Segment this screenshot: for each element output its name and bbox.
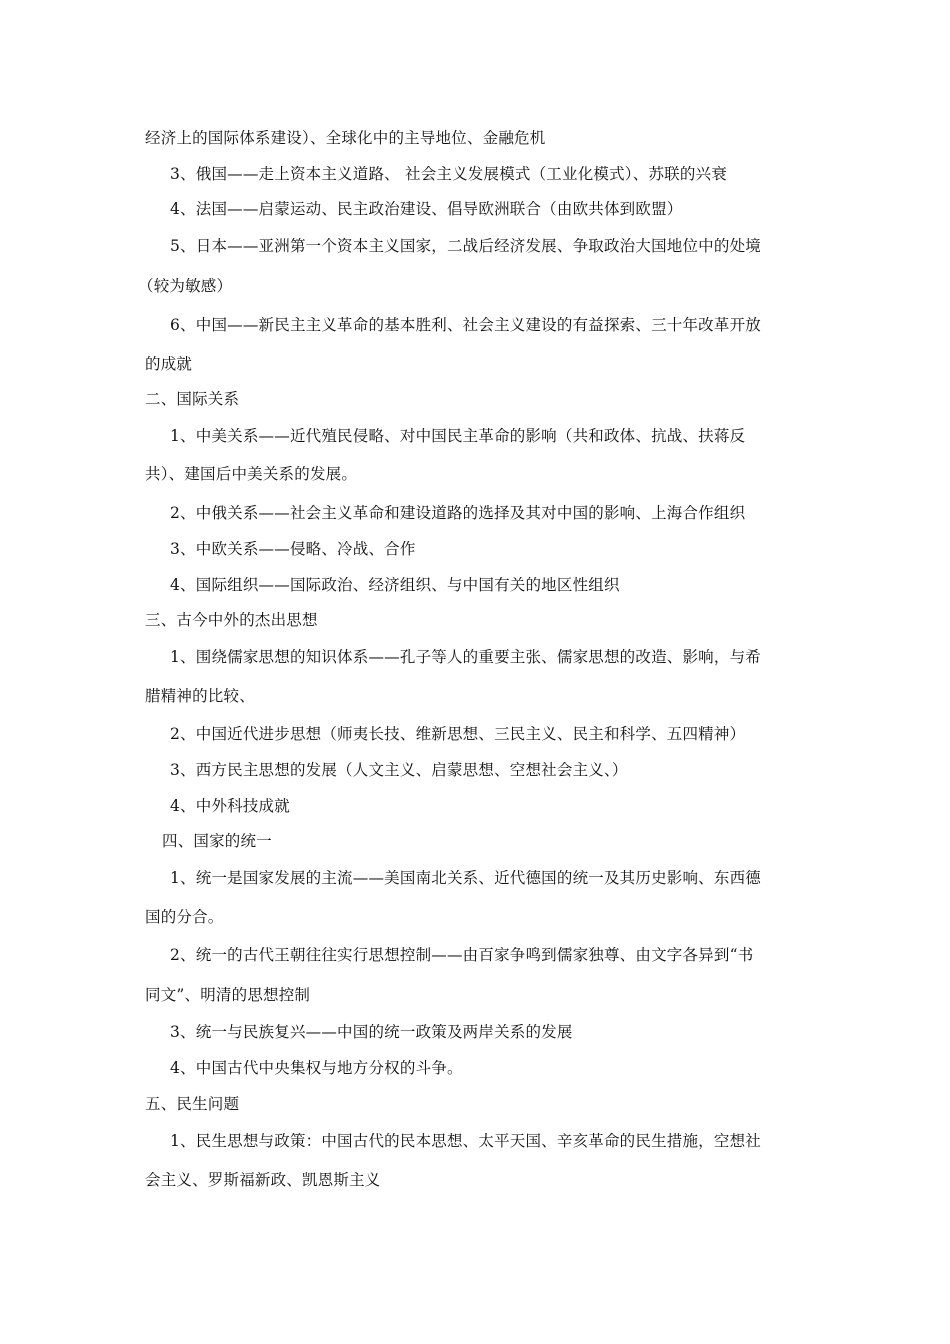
- text-line-18: 3、西方民主思想的发展（人文主义、启蒙思想、空想社会主义、）: [170, 761, 628, 779]
- text-line-6: 6、中国——新民主主义革命的基本胜利、社会主义建设的有益探索、三十年改革开放: [170, 316, 761, 334]
- text-line-4: 5、日本——亚洲第一个资本主义国家，二战后经济发展、争取政治大国地位中的处境: [170, 237, 761, 255]
- text-line-24: 同文”、明清的思想控制: [145, 986, 311, 1004]
- text-line-7: 的成就: [145, 355, 193, 373]
- section-heading-livelihood: 五、民生问题: [145, 1095, 240, 1113]
- text-line-13: 4、国际组织——国际政治、经济组织、与中国有关的地区性组织: [170, 576, 620, 594]
- text-line-10: 共）、建国后中美关系的发展。: [145, 465, 358, 483]
- section-heading-thoughts: 三、古今中外的杰出思想: [145, 611, 318, 629]
- section-heading-unification: 四、国家的统一: [162, 832, 272, 850]
- section-heading-international-relations: 二、国际关系: [145, 390, 240, 408]
- text-line-19: 4、中外科技成就: [170, 797, 290, 815]
- text-line-15: 1、围绕儒家思想的知识体系——孔子等人的重要主张、儒家思想的改造、影响，与希: [170, 648, 761, 666]
- text-line-17: 2、中国近代进步思想（师夷长技、维新思想、三民主义、民主和科学、五四精神）: [170, 725, 746, 743]
- text-line-29: 会主义、罗斯福新政、凯恩斯主义: [145, 1171, 381, 1189]
- text-line-3: 4、法国——启蒙运动、民主政治建设、倡导欧洲联合（由欧共体到欧盟）: [170, 200, 683, 218]
- text-line-5: （较为敏感）: [138, 277, 233, 295]
- text-line-12: 3、中欧关系——侵略、冷战、合作: [170, 540, 416, 558]
- text-line-23: 2、统一的古代王朝往往实行思想控制——由百家争鸣到儒家独尊、由文字各异到“书: [170, 946, 754, 964]
- text-line-26: 4、中国古代中央集权与地方分权的斗争。: [170, 1059, 463, 1077]
- text-line-9: 1、中美关系——近代殖民侵略、对中国民主革命的影响（共和政体、抗战、扶蒋反: [170, 427, 746, 445]
- text-line-2: 3、俄国——走上资本主义道路、 社会主义发展模式（工业化模式）、苏联的兴衰: [170, 165, 727, 183]
- text-line-28: 1、民生思想与政策：中国古代的民本思想、太平天国、辛亥革命的民生措施，空想社: [170, 1132, 761, 1150]
- text-line-25: 3、统一与民族复兴——中国的统一政策及两岸关系的发展: [170, 1023, 573, 1041]
- text-line-1: 经济上的国际体系建设）、全球化中的主导地位、金融危机: [145, 129, 546, 147]
- text-line-21: 1、统一是国家发展的主流——美国南北关系、近代德国的统一及其历史影响、东西德: [170, 869, 761, 887]
- text-line-16: 腊精神的比较、: [145, 687, 255, 705]
- text-line-22: 国的分合。: [145, 908, 224, 926]
- text-line-11: 2、中俄关系——社会主义革命和建设道路的选择及其对中国的影响、上海合作组织: [170, 504, 746, 522]
